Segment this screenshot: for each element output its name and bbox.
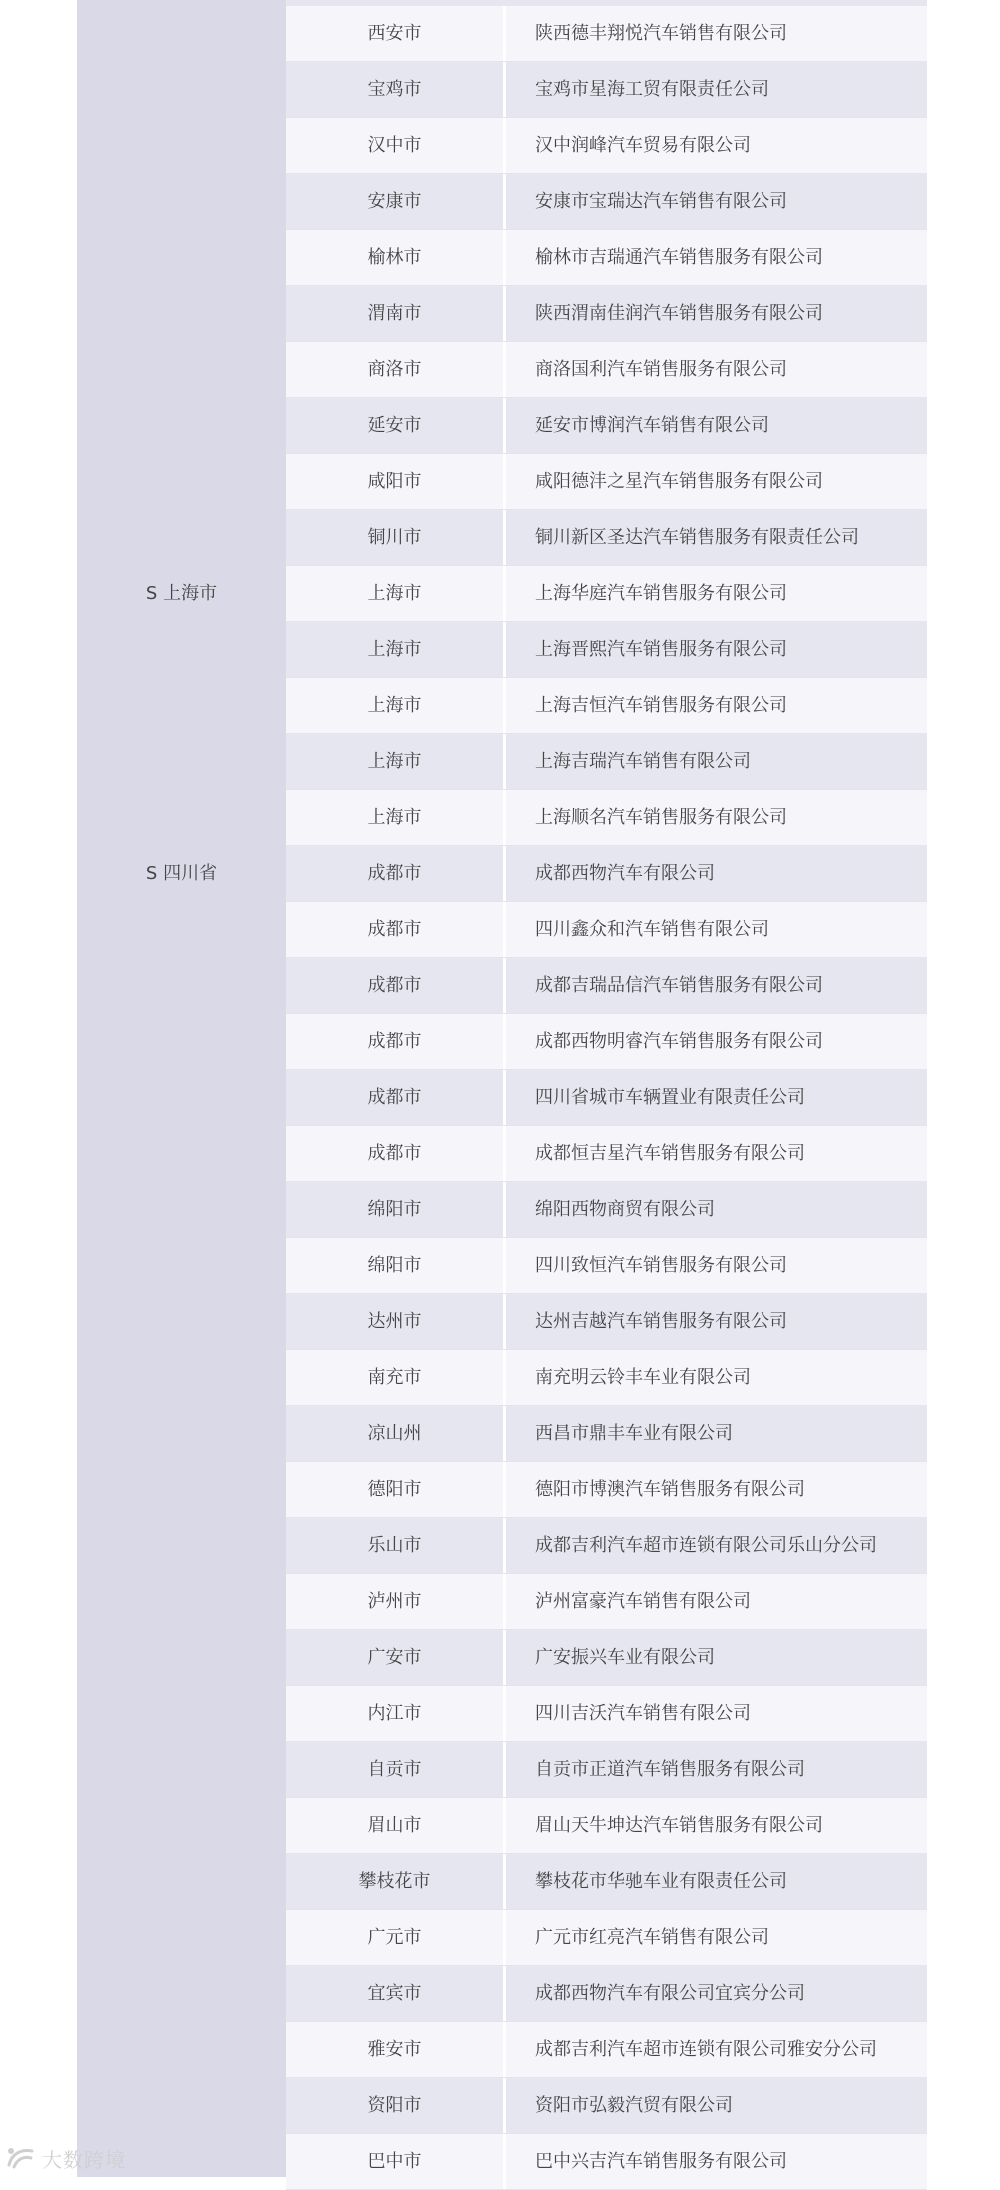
table-row: [286, 1798, 927, 1854]
table-row: [286, 342, 927, 398]
city-cell: 资阳市: [286, 2078, 506, 2133]
company-cell: 成都吉瑞品信汽车销售服务有限公司: [535, 975, 823, 996]
city-cell: 成都市: [286, 846, 506, 901]
city-cell: 乐山市: [286, 1518, 506, 1573]
city-cell: 广元市: [286, 1910, 506, 1965]
table-row: [286, 62, 927, 118]
company-cell: 铜川新区圣达汽车销售服务有限责任公司: [535, 527, 859, 548]
company-cell: 商洛国利汽车销售服务有限公司: [535, 359, 787, 380]
company-cell: 成都吉利汽车超市连锁有限公司雅安分公司: [535, 2039, 877, 2060]
table-row: [286, 622, 927, 678]
table-row: [286, 1854, 927, 1910]
city-cell: 上海市: [286, 622, 506, 677]
table-row: [286, 958, 927, 1014]
company-cell: 四川致恒汽车销售服务有限公司: [535, 1255, 787, 1276]
table-row: [286, 1966, 927, 2022]
company-cell: 成都吉利汽车超市连锁有限公司乐山分公司: [535, 1535, 877, 1556]
table-row: [286, 2134, 927, 2190]
company-cell: 上海华庭汽车销售服务有限公司: [535, 583, 787, 604]
company-cell: 自贡市正道汽车销售服务有限公司: [535, 1759, 805, 1780]
watermark: [6, 2143, 126, 2173]
company-cell: 成都西物明睿汽车销售服务有限公司: [535, 1031, 823, 1052]
table-row: [286, 678, 927, 734]
city-cell: 宜宾市: [286, 1966, 506, 2021]
city-cell: 攀枝花市: [286, 1854, 506, 1909]
table-row: [286, 1070, 927, 1126]
table-top-edge: [286, 0, 927, 6]
company-cell: 安康市宝瑞达汽车销售有限公司: [535, 191, 787, 212]
table-row: [286, 566, 927, 622]
city-cell: 成都市: [286, 1070, 506, 1125]
table-row: [286, 2022, 927, 2078]
city-cell: 汉中市: [286, 118, 506, 173]
company-cell: 四川省城市车辆置业有限责任公司: [535, 1087, 805, 1108]
city-cell: 南充市: [286, 1350, 506, 1405]
company-cell: 成都恒吉星汽车销售服务有限公司: [535, 1143, 805, 1164]
table-row: [286, 1182, 927, 1238]
company-cell: 资阳市弘毅汽贸有限公司: [535, 2095, 733, 2116]
table-row: [286, 1742, 927, 1798]
table-row: [286, 1686, 927, 1742]
table-rows: [286, 0, 927, 2177]
company-cell: 汉中润峰汽车贸易有限公司: [535, 135, 751, 156]
city-cell: 上海市: [286, 566, 506, 621]
city-cell: 延安市: [286, 398, 506, 453]
company-cell: 泸州富豪汽车销售有限公司: [535, 1591, 751, 1612]
city-cell: 渭南市: [286, 286, 506, 341]
company-cell: 南充明云铃丰车业有限公司: [535, 1367, 751, 1388]
city-cell: 达州市: [286, 1294, 506, 1349]
table-row: [286, 230, 927, 286]
table-row: [286, 902, 927, 958]
city-cell: 泸州市: [286, 1574, 506, 1629]
company-cell: 延安市博润汽车销售有限公司: [535, 415, 769, 436]
city-cell: 上海市: [286, 790, 506, 845]
table-row: [286, 2078, 927, 2134]
company-cell: 广元市红亮汽车销售有限公司: [535, 1927, 769, 1948]
company-cell: 攀枝花市华驰车业有限责任公司: [535, 1871, 787, 1892]
city-cell: 广安市: [286, 1630, 506, 1685]
company-cell: 西昌市鼎丰车业有限公司: [535, 1423, 733, 1444]
company-cell: 四川吉沃汽车销售有限公司: [535, 1703, 751, 1724]
city-cell: 成都市: [286, 1126, 506, 1181]
company-cell: 陕西德丰翔悦汽车销售有限公司: [535, 23, 787, 44]
city-cell: 上海市: [286, 678, 506, 733]
dealer-table: [77, 0, 927, 2177]
city-cell: 成都市: [286, 1014, 506, 1069]
company-cell: 成都西物汽车有限公司: [535, 863, 715, 884]
table-row: [286, 1294, 927, 1350]
company-cell: 宝鸡市星海工贸有限责任公司: [535, 79, 769, 100]
table-row: [286, 6, 927, 62]
table-row: [286, 1350, 927, 1406]
table-row: [286, 790, 927, 846]
company-cell: 达州吉越汽车销售服务有限公司: [535, 1311, 787, 1332]
city-cell: 西安市: [286, 6, 506, 61]
company-cell: 上海顺名汽车销售服务有限公司: [535, 807, 787, 828]
table-row: [286, 1238, 927, 1294]
table-row: [286, 454, 927, 510]
city-cell: 自贡市: [286, 1742, 506, 1797]
company-cell: 咸阳德沣之星汽车销售服务有限公司: [535, 471, 823, 492]
province-label-sichuan: S 四川省: [145, 863, 218, 884]
province-column: [77, 0, 286, 2177]
city-cell: 商洛市: [286, 342, 506, 397]
table-row: [286, 734, 927, 790]
table-row: [286, 1406, 927, 1462]
company-cell: 广安振兴车业有限公司: [535, 1647, 715, 1668]
city-cell: 内江市: [286, 1686, 506, 1741]
table-row: [286, 1014, 927, 1070]
city-cell: 成都市: [286, 958, 506, 1013]
city-cell: 凉山州: [286, 1406, 506, 1461]
table-row: [286, 398, 927, 454]
table-row: [286, 286, 927, 342]
table-row: [286, 510, 927, 566]
company-cell: 成都西物汽车有限公司宜宾分公司: [535, 1983, 805, 2004]
company-cell: 上海晋熙汽车销售服务有限公司: [535, 639, 787, 660]
city-cell: 绵阳市: [286, 1238, 506, 1293]
table-row: [286, 1630, 927, 1686]
city-cell: 铜川市: [286, 510, 506, 565]
company-cell: 陕西渭南佳润汽车销售服务有限公司: [535, 303, 823, 324]
city-cell: 咸阳市: [286, 454, 506, 509]
table-row: [286, 118, 927, 174]
watermark-text: 大数跨境: [42, 2147, 126, 2172]
company-cell: 绵阳西物商贸有限公司: [535, 1199, 715, 1220]
province-label-shanghai: S 上海市: [145, 583, 218, 604]
company-cell: 四川鑫众和汽车销售有限公司: [535, 919, 769, 940]
city-cell: 安康市: [286, 174, 506, 229]
company-cell: 德阳市博澳汽车销售服务有限公司: [535, 1479, 805, 1500]
table-row: [286, 1518, 927, 1574]
city-cell: 雅安市: [286, 2022, 506, 2077]
company-cell: 眉山天牛坤达汽车销售服务有限公司: [535, 1815, 823, 1836]
table-row: [286, 1462, 927, 1518]
city-cell: 眉山市: [286, 1798, 506, 1853]
city-cell: 德阳市: [286, 1462, 506, 1517]
table-row: [286, 1126, 927, 1182]
company-cell: 上海吉恒汽车销售服务有限公司: [535, 695, 787, 716]
company-cell: 上海吉瑞汽车销售有限公司: [535, 751, 751, 772]
city-cell: 宝鸡市: [286, 62, 506, 117]
city-cell: 上海市: [286, 734, 506, 789]
city-cell: 成都市: [286, 902, 506, 957]
company-cell: 榆林市吉瑞通汽车销售服务有限公司: [535, 247, 823, 268]
table-row: [286, 174, 927, 230]
table-row: [286, 846, 927, 902]
city-cell: 巴中市: [286, 2134, 506, 2189]
city-cell: 榆林市: [286, 230, 506, 285]
table-row: [286, 1910, 927, 1966]
brand-logo-icon: [6, 2145, 36, 2171]
city-cell: 绵阳市: [286, 1182, 506, 1237]
company-cell: 巴中兴吉汽车销售服务有限公司: [535, 2151, 787, 2172]
table-row: [286, 1574, 927, 1630]
